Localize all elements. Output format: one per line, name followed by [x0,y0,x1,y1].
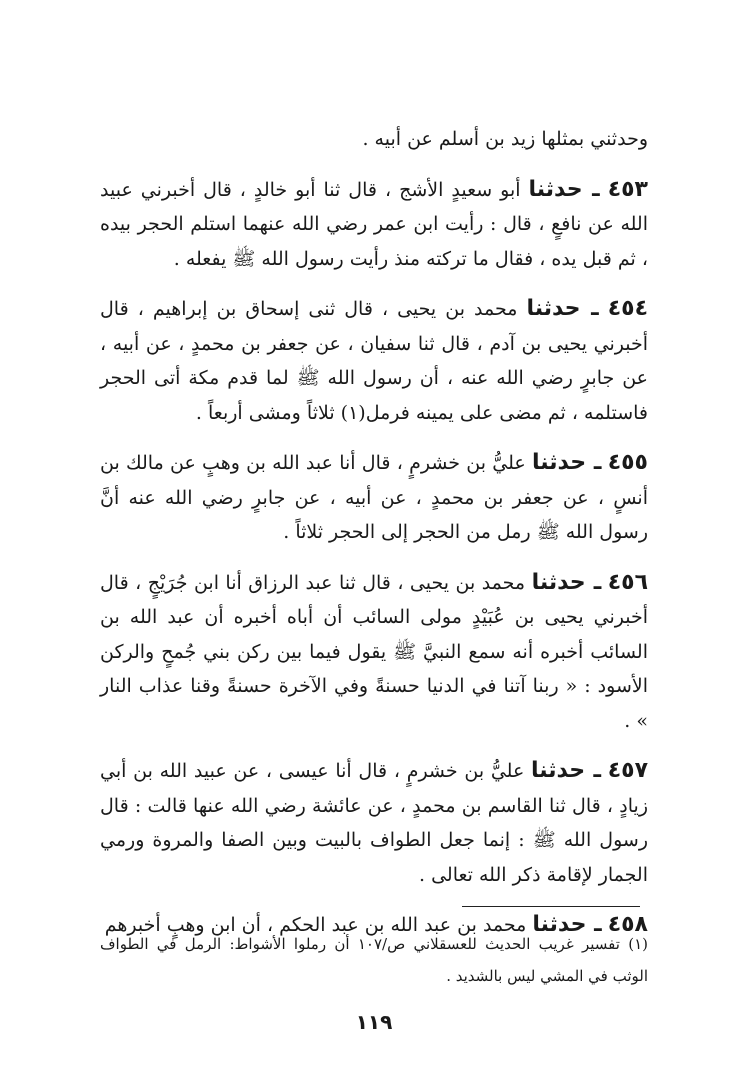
hadith-number: ٤٥٧ [607,758,649,783]
hadith-text: محمد بن يحيى ، قال ثنى إسحاق بن إبراهيم ، قال أخبرني يحيى بن آدم ، قال ثنا سفيان ، عن جعفر بن محمدٍ ، عن أبيه ، عن جابرٍ رضي الله عنه ، أن رسول الله ﷺ لما قدم مكة أتى الحجر فاستلمه ، ثم مضى على يمينه فرمل(١) ثلاثاً ومشى أربعاً . [100,298,648,424]
hadith-text: أبو سعيدٍ الأشج ، قال ثنا أبو خالدٍ ، قال أخبرني عبيد الله عن نافعٍ ، قال : رأيت ابن عمر رضي الله عنهما استلم الحجر بيده ، ثم قبل يده ، فقال ما تركته منذ رأيت رسول الله ﷺ يفعله . [100,178,648,270]
hadith-text: محمد بن عبد الله بن عبد الحكم ، أن ابن وهبٍ أخبرهم [104,914,527,936]
hadith-paragraph [100,566,648,739]
hadith-text: عليُّ بن خشرمٍ ، قال أنا عيسى ، عن عبيد الله بن أبي زيادٍ ، قال ثنا القاسم بن محمدٍ ، عن عائشة رضي الله عنها قالت : قال رسول الله ﷺ : إنما جعل الطواف بالبيت وبين الصفا والمروة ورمي الجمار لإقامة ذكر الله تعالى . [100,760,648,886]
hadith-paragraph [100,754,648,892]
hadith-paragraph [100,446,648,550]
footnote-divider [462,906,640,907]
hadith-heading-word: ـ حدثنا [528,176,600,202]
footnote-text: (١) تفسير غريب الحديث للعسقلاني ص/١٠٧ أن رملوا الأشواط: الرمل في الطواف الوثب في المشي ليس بالشديد . [100,935,648,985]
page-number: ١١٩ [355,1010,393,1034]
hadith-paragraph [100,292,648,430]
hadith-heading-word: ـ حدثنا [532,912,602,937]
hadith-text: محمد بن يحيى ، قال ثنا عبد الرزاق أنا ابن جُرَيْجٍ ، قال أخبرني يحيى بن عُبَيْدٍ مولى السائب أن أباه أخبره أن عبد الله بن السائب أخبره أنه سمع النبيَّ ﷺ يقول فيما بين ركن بني جُمحٍ والركن الأسود : « ربنا آتنا في الدنيا حسنةً وفي الآخرة حسنةً وقنا عذاب النار » . [100,571,648,732]
hadith-heading-word: ـ حدثنا [526,296,599,321]
hadith-number: ٤٥٥ [607,450,648,475]
footnote [100,928,648,992]
hadith-number: ٤٥٣ [607,176,648,202]
hadith-text: عليُّ بن خشرمٍ ، قال أنا عبد الله بن وهبٍ عن مالك بن أنسٍ ، عن جعفر بن محمدٍ ، عن أبيه ، عن جابرٍ رضي الله عنه أنَّ رسول الله ﷺ رمل من الحجر إلى الحجر ثلاثاً . [100,452,648,543]
opening-line [100,122,648,157]
opening-line-text: وحدثني بمثلها زيد بن أسلم عن أبيه . [362,128,648,150]
hadith-number: ٤٥٨ [607,912,648,937]
hadith-paragraph [100,173,648,277]
hadith-number: ٤٥٦ [607,569,649,595]
hadith-number: ٤٥٤ [607,296,649,321]
hadith-heading-word: ـ حدثنا [532,450,602,475]
hadith-heading-word: ـ حدثنا [531,569,602,595]
hadith-heading-word: ـ حدثنا [531,758,601,783]
main-text [100,122,648,943]
